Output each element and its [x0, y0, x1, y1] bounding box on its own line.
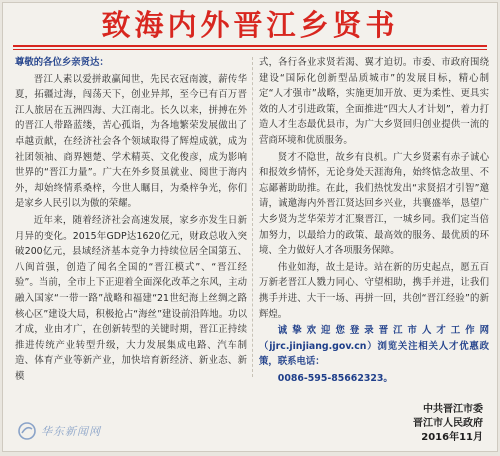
page-title: 致海内外晋江乡贤书 — [101, 8, 399, 42]
letter-paragraph: 式，各行各业求贤若渴、翼才迫切。市委、市政府围绕建设“国际化创新型品质城市”的发展目标，精心制定“人才强市”战略，实施更加开放、更为柔性、更具实效的人才引进政策，全面推进“四大人才计划”，着力打造人才生态最优县市，为广大乡贤回归创业提供一流的营商环境和优质服务。 — [259, 57, 489, 146]
title-rule-thick — [13, 45, 487, 47]
letter-column-right — [259, 55, 489, 386]
letter-paragraph: 贤才不隐世，故乡有良机。广大乡贤素有赤子诚心和报效乡情怀，无论身处天涯海角，始终惦念故里、不忘鄙蓄助助推。在此，我们热忱发出“求贤招才引智”邀请，诚邀海内外晋江贤达回乡兴业，共襄盛举，恳望广大乡贤为芝华荣芳才汇聚晋江，一城乡同。我们定当倍加努力，以最给力的政策、最高效的服务、最优质的环境、全力做好人才各项服务保障。 — [259, 151, 489, 257]
letter-paragraph: 晋江人素以爱拼敢赢闻世，先民衣冠南渡，薪传华夏，拓疆过海，闯荡天下，创业异邦，至今已有百万晋江人旅居在五洲四海、大江南北。长久以来，拼搏在外的晋江人带路蓝缕，苦心孤诣，为各地繁荣发展做出了卓越贡献，在经济社会各个领域取得了辉煌成就，成为社团领袖、商界翘楚、学术精英、文化俊彦，成为影响世界的“晋江力量”。广大在外乡贤虽就业、阅世于海内外，却始终情系桑梓，今世人瞩目，为桑梓争光，你们是家乡人民引以为傲的荣耀。 — [15, 73, 247, 210]
contact-phone: 0086-595-85662323。 — [277, 372, 393, 384]
signature-date: 2016年11月 — [421, 432, 483, 443]
column-divider — [252, 57, 253, 377]
letter-column-left — [15, 55, 247, 384]
letter-paragraph: 近年来，随着经济社会高速发展，家乡亦发生日新月异的变化。2015年GDP达1620亿元，财政总收入突破200亿元，县域经济基本竞争力持续位居全国第五、八闽首强，创造了闻名全国的“晋江模式”、“晋江经验”。当前，全市上下正迎着全面深化改革之东风，主动融入国家“一带一路”战略和福建“21世纪海上丝绸之路核心区”建设大局，积极抢占“海丝”建设前沿阵地。功以才成，业由才广，在创新转型的关键时期，晋江正持续推进传统产业转型升级，大力发展集成电路、汽车制造、体育产业等新产业，加快培育新经济、新业态、新模 — [15, 214, 247, 382]
signature-block — [413, 403, 483, 445]
signature-party-committee: 中共晋江市委 — [423, 404, 483, 415]
title-rule-thin — [13, 49, 487, 50]
watermark-logo-icon — [17, 421, 37, 441]
watermark-text: 华东新闻网 — [41, 425, 101, 438]
letter-greeting: 尊敬的各位乡亲贤达： — [15, 57, 109, 68]
watermark — [17, 419, 101, 443]
signature-government: 晋江市人民政府 — [413, 418, 483, 429]
invitation-text: 诚挚欢迎您登录晋江市人才工作网（jjrc.jinjiang.gov.cn）浏览关注相关人才优惠政策，联系电话： — [259, 325, 489, 368]
letter-page — [2, 2, 498, 452]
letter-paragraph: 伟业如海，故土是诗。站在新的历史起点，愿五百万新老晋江人戮力同心、守望相助，携手并进，让我们携手并进、大干一场、再拼一回，共创“晋江经验”的新辉煌。 — [259, 261, 489, 320]
